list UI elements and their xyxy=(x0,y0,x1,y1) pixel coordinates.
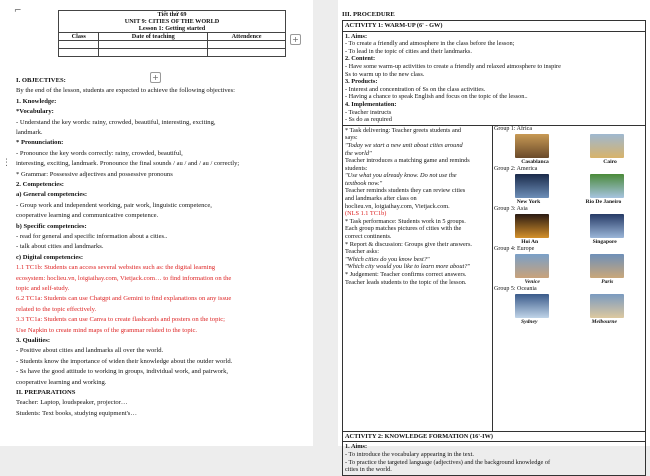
task-line: says: xyxy=(345,134,358,142)
group-label: Group 1: Africa xyxy=(494,125,532,132)
objective-line: * Grammar: Possessive adjectives and possessive pronouns xyxy=(16,170,173,178)
aims-line: Ss to warm up to the new class. xyxy=(345,70,425,78)
objective-line: ecosystem: hoclieu.vn, loigiaihay.com, Vietjack.com… to find information on the xyxy=(16,274,232,282)
objective-line: - Group work and independent working, pair work, linguistic competence, xyxy=(16,201,212,209)
task-line: * Task performance: Students work in 5 groups. xyxy=(345,217,466,225)
objective-line: 2. Competencies: xyxy=(16,181,64,188)
add-row-button[interactable]: + xyxy=(290,34,301,45)
city-captions xyxy=(494,319,644,326)
objective-line: - read for general and specific information about a cities.. xyxy=(16,233,168,240)
task-line: "Use what you already know. Do not use the xyxy=(345,172,457,180)
city-picture-gallery xyxy=(493,125,646,431)
aims-line: - To create a friendly and atmosphere in the class before the lesson; xyxy=(345,40,515,48)
aims-line: 3. Products: xyxy=(345,78,378,86)
task-line: Teacher reminds students they can review cities xyxy=(345,187,466,195)
objective-line: I. OBJECTIVES: xyxy=(16,77,66,84)
task-line: the world" xyxy=(345,149,372,157)
lesson-header-table xyxy=(58,10,286,57)
city-captions xyxy=(494,279,644,286)
task-line: Teacher asks: xyxy=(345,248,379,256)
objective-line: interesting, exciting, landmark. Pronounce the final sounds / au / and / au / correctly; xyxy=(16,160,240,168)
objective-line: - Understand the key words: rainy, crowded, beautiful, interesting, exciting, xyxy=(16,118,216,126)
city-name: Cairo xyxy=(603,158,617,165)
city-photo xyxy=(590,254,624,278)
city-photo xyxy=(515,134,549,158)
activity-2-aims xyxy=(343,442,646,475)
photo-row xyxy=(494,254,644,278)
col-date: Date of teaching xyxy=(99,33,208,41)
city-photo xyxy=(590,294,624,318)
group-label: Group 5: Oceania xyxy=(494,285,537,292)
city-photo xyxy=(515,254,549,278)
drag-handle-icon[interactable]: ⋮ xyxy=(2,158,11,168)
aims-line: - Have some warm-up activities to create a friendly and relaxed atmosphere to inspire xyxy=(345,62,561,70)
city-photo xyxy=(515,294,549,318)
photo-row xyxy=(494,294,644,318)
task-line: textbook now." xyxy=(345,179,383,187)
objective-line: - Positive about cities and landmarks all over the world. xyxy=(16,347,164,355)
objective-line: landmark. xyxy=(16,129,43,136)
city-name: Paris xyxy=(601,278,614,285)
city-photo xyxy=(590,214,624,238)
activity-2-line: 1. Aims: xyxy=(345,443,368,451)
aims-line: 1. Aims: xyxy=(345,32,368,40)
right-page xyxy=(338,0,650,474)
objective-line: * Pronunciation: xyxy=(16,139,64,147)
aims-line: - Ss do as required xyxy=(345,116,392,124)
city-name: Hoi An xyxy=(521,238,539,245)
aims-line: - To lead in the topic of cities and their landmarks. xyxy=(345,47,472,55)
city-photo xyxy=(590,174,624,198)
lesson-number: Tiết thứ 69 xyxy=(157,11,187,18)
activity-2-line: - To introduce the vocabulary appearing in the text. xyxy=(345,450,475,458)
objective-line: By the end of the lesson, students are expected to achieve the following objectives: xyxy=(16,87,235,95)
activity-1-aims xyxy=(343,31,646,125)
left-page xyxy=(0,0,313,446)
objective-line: - Pronounce the key words correctly: rainy, crowded, beautiful, xyxy=(16,149,183,157)
group-label: Group 4: Europe xyxy=(494,245,535,252)
objective-line: - Ss have the good attitude to working in groups, individual work, and pairwork, xyxy=(16,368,229,376)
objective-line: *Vocabulary: xyxy=(16,108,54,116)
task-line: * Task delivering: Teacher greets students and xyxy=(345,126,462,134)
objective-line: - Students know the importance of widen their knowledge about the outder world. xyxy=(16,357,233,365)
task-line: "Which city would you like to learn more about?" xyxy=(345,263,471,271)
task-steps-cell xyxy=(343,125,493,431)
photo-row xyxy=(494,174,644,198)
objective-line: b) Specific competencies: xyxy=(16,222,87,230)
objective-line: - talk about cities and landmarks. xyxy=(16,243,104,251)
task-line: Teacher leads students to the topic of the lesson. xyxy=(345,278,467,286)
activity-2-line: cities in the world. xyxy=(345,466,392,474)
objective-line: 3.3 TC1a: Students can use Canva to create flashcards and posters on the topic; xyxy=(16,316,225,324)
objective-line: related to the topic effectively. xyxy=(16,305,97,313)
objective-line: 6.2 TC1a: Students can use Chatgpt and Gemini to find explanations on any issue xyxy=(16,295,232,303)
objective-line: cooperative learning and communicative competence. xyxy=(16,212,159,220)
activity-1-title: ACTIVITY 1: WARM-UP (6' - GW) xyxy=(343,21,646,32)
objective-line: 1. Knowledge: xyxy=(16,97,57,105)
objective-line: 1.1 TC1b: Students can access several websites such as: the digital learning xyxy=(16,264,216,272)
col-class: Class xyxy=(59,33,99,41)
city-name: Sydney xyxy=(521,318,538,325)
col-attendence: Attendence xyxy=(208,33,286,41)
objective-line: Teacher: Laptop, loudspeaker, projector… xyxy=(16,399,128,407)
task-line: "Today we start a new unit about cities around xyxy=(345,141,463,149)
aims-line: 2. Content: xyxy=(345,55,376,63)
task-line: correct continents. xyxy=(345,233,392,241)
city-captions xyxy=(494,159,644,166)
task-line: and landmarks after class on xyxy=(345,195,417,203)
objective-line: Use Napkin to create mind maps of the grammar related to the topic. xyxy=(16,326,198,334)
objective-line: cooperative learning and working. xyxy=(16,378,107,386)
city-name: Casablanca xyxy=(521,158,549,165)
objective-line: a) General competencies: xyxy=(16,191,88,199)
photo-row xyxy=(494,214,644,238)
corner-mark-icon: ⌐ xyxy=(14,6,22,16)
task-line: Teacher introduces a matching game and reminds xyxy=(345,157,470,165)
city-captions xyxy=(494,199,644,206)
add-column-button[interactable]: + xyxy=(150,72,161,83)
task-line: * Judgement: Teacher confirms correct answers. xyxy=(345,271,467,278)
procedure-table xyxy=(342,20,646,476)
photo-row xyxy=(494,134,644,158)
lesson-title: Lesson 1: Getting started xyxy=(138,25,206,32)
city-name: Venice xyxy=(524,278,540,285)
city-name: Melbourne xyxy=(591,318,617,325)
objective-line: II. PREPARATIONS xyxy=(16,389,76,396)
city-photo xyxy=(590,134,624,158)
city-photo xyxy=(515,174,549,198)
objective-line: Students: Text books, studying equipment's… xyxy=(16,409,137,417)
activity-2-title: ACTIVITY 2: KNOWLEDGE FORMATION (16'-IW) xyxy=(343,431,646,442)
city-name: New York xyxy=(516,198,541,205)
group-label: Group 2: America xyxy=(494,165,538,172)
task-line: hoclieu.vn, loigiaihay.com, Vietjack.com. xyxy=(345,202,450,210)
procedure-title: III. PROCEDURE xyxy=(342,11,395,18)
city-name: Singapore xyxy=(592,238,617,245)
objective-line: c) Digital competencies: xyxy=(16,253,84,261)
group-label: Group 3: Asia xyxy=(494,205,528,212)
objective-line: 3. Qualities: xyxy=(16,337,51,344)
unit-title: UNIT 9: CITIES OF THE WORLD xyxy=(124,18,220,25)
city-name: Rio De Janeiro xyxy=(585,198,622,205)
objective-line: topic and self-study. xyxy=(16,285,70,292)
aims-line: - Teacher instructs xyxy=(345,108,392,116)
aims-line: 4. Implementation: xyxy=(345,100,397,108)
city-photo xyxy=(515,214,549,238)
aims-line: - Interest and concentration of Ss on the class activities. xyxy=(345,85,486,93)
aims-line: - Having a chance to speak English and focus on the topic of the lesson.. xyxy=(345,93,528,101)
city-captions xyxy=(494,239,644,246)
task-line: students: xyxy=(345,164,368,172)
activity-2-line: - To practice the targeted language (adjectives) and the background knowledge of xyxy=(345,458,551,466)
task-line: (NLS 1.1 TC1b) xyxy=(345,210,387,218)
task-line: "Which cities do you know best?" xyxy=(345,255,430,263)
task-line: * Report & discussion: Groups give their answers. xyxy=(345,240,472,248)
task-line: Each group matches pictures of cities with the xyxy=(345,225,462,233)
